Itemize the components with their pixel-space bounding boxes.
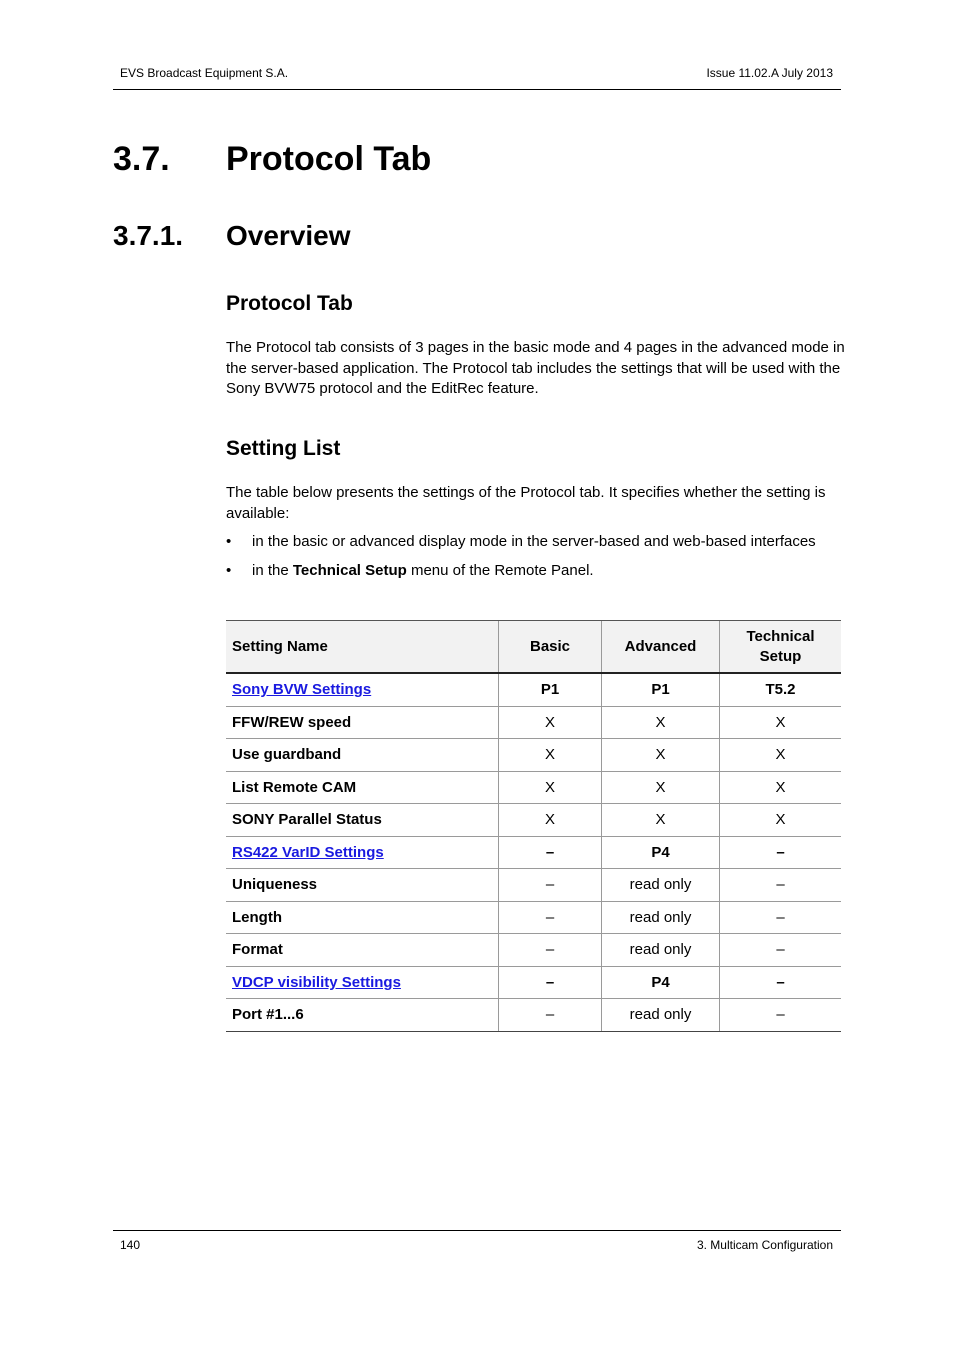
footer-rule	[113, 1230, 841, 1231]
bullet-symbol: •	[226, 562, 232, 579]
col-header-basic: Basic	[499, 621, 602, 674]
cell-technical-setup: –	[720, 836, 842, 869]
table-row	[226, 999, 841, 1032]
table-header-row	[226, 621, 841, 674]
setting-link[interactable]: Sony BVW Settings	[226, 673, 499, 706]
cell-basic: –	[499, 869, 602, 902]
bullet-bold-text: Technical Setup	[292, 562, 407, 579]
protocol-tab-paragraph: The Protocol tab consists of 3 pages in the basic mode and 4 pages in the advanced mode in the server-based application. The Protocol tab includes the settings that will be used with the Sony BVW75 protocol and the EditRec feature.	[226, 339, 845, 397]
cell-advanced: X	[602, 706, 720, 739]
protocol-tab-heading: Protocol Tab	[226, 292, 353, 315]
table-row	[226, 901, 841, 934]
table-row	[226, 673, 841, 706]
col-header-setting-name: Setting Name	[226, 621, 499, 674]
cell-technical-setup: –	[720, 869, 842, 902]
cell-advanced: P4	[602, 836, 720, 869]
cell-basic: –	[499, 901, 602, 934]
table-row	[226, 966, 841, 999]
page-number: 140	[120, 1238, 141, 1252]
cell-basic: –	[499, 934, 602, 967]
header-rule	[113, 89, 841, 90]
cell-technical-setup: X	[720, 804, 842, 837]
cell-setting-name: Format	[226, 934, 499, 967]
bullet-item	[226, 532, 816, 552]
cell-setting-name: FFW/REW speed	[226, 706, 499, 739]
bullet-symbol: •	[226, 533, 232, 550]
chapter-number: 3.7.	[113, 140, 170, 178]
cell-setting-name: SONY Parallel Status	[226, 804, 499, 837]
cell-technical-setup: T5.2	[720, 673, 842, 706]
cell-technical-setup: X	[720, 739, 842, 772]
cell-technical-setup: –	[720, 901, 842, 934]
settings-table	[226, 620, 841, 1032]
cell-basic: X	[499, 804, 602, 837]
table-row	[226, 934, 841, 967]
table-row	[226, 836, 841, 869]
running-header-company: EVS Broadcast Equipment S.A.	[120, 66, 289, 80]
bullet-text-end: menu of the Remote Panel.	[406, 562, 594, 579]
cell-advanced: X	[602, 771, 720, 804]
cell-basic: X	[499, 771, 602, 804]
footer-chapter: 3. Multicam Configuration	[696, 1238, 833, 1252]
chapter-title: Protocol Tab	[226, 140, 432, 178]
cell-advanced: P4	[602, 966, 720, 999]
cell-basic: –	[499, 836, 602, 869]
table-row	[226, 869, 841, 902]
bullet-item	[226, 561, 594, 581]
table-row	[226, 739, 841, 772]
cell-advanced: P1	[602, 673, 720, 706]
cell-basic: P1	[499, 673, 602, 706]
cell-setting-name: List Remote CAM	[226, 771, 499, 804]
settings-table-body	[226, 673, 841, 1031]
table-row	[226, 804, 841, 837]
cell-technical-setup: –	[720, 934, 842, 967]
chapter-heading	[113, 140, 431, 179]
cell-setting-name: Length	[226, 901, 499, 934]
table-row	[226, 771, 841, 804]
setting-link[interactable]: RS422 VarID Settings	[226, 836, 499, 869]
cell-technical-setup: X	[720, 771, 842, 804]
section-number: 3.7.1.	[113, 220, 184, 251]
cell-basic: X	[499, 706, 602, 739]
setting-list-heading: Setting List	[226, 437, 341, 460]
section-heading	[113, 220, 351, 252]
cell-advanced: read only	[602, 869, 720, 902]
cell-advanced: read only	[602, 999, 720, 1032]
cell-technical-setup: X	[720, 706, 842, 739]
cell-basic: –	[499, 966, 602, 999]
section-title: Overview	[226, 220, 351, 251]
bullet-text: in the basic or advanced display mode in the server-based and web-based interfaces	[252, 533, 816, 550]
cell-advanced: read only	[602, 901, 720, 934]
cell-advanced: X	[602, 739, 720, 772]
running-header-issue: Issue 11.02.A July 2013	[706, 66, 833, 80]
col-header-advanced: Advanced	[602, 621, 720, 674]
cell-basic: X	[499, 739, 602, 772]
col-header-technical-setup: Technical Setup	[720, 621, 842, 674]
cell-technical-setup: –	[720, 999, 842, 1032]
setting-link[interactable]: VDCP visibility Settings	[226, 966, 499, 999]
bullet-text: in the	[252, 562, 293, 579]
cell-advanced: read only	[602, 934, 720, 967]
cell-setting-name: Use guardband	[226, 739, 499, 772]
table-row	[226, 706, 841, 739]
cell-advanced: X	[602, 804, 720, 837]
setting-list-paragraph: The table below presents the settings of the Protocol tab. It specifies whether the setting is available:	[226, 484, 826, 522]
cell-setting-name: Uniqueness	[226, 869, 499, 902]
cell-basic: –	[499, 999, 602, 1032]
cell-setting-name: Port #1...6	[226, 999, 499, 1032]
cell-technical-setup: –	[720, 966, 842, 999]
